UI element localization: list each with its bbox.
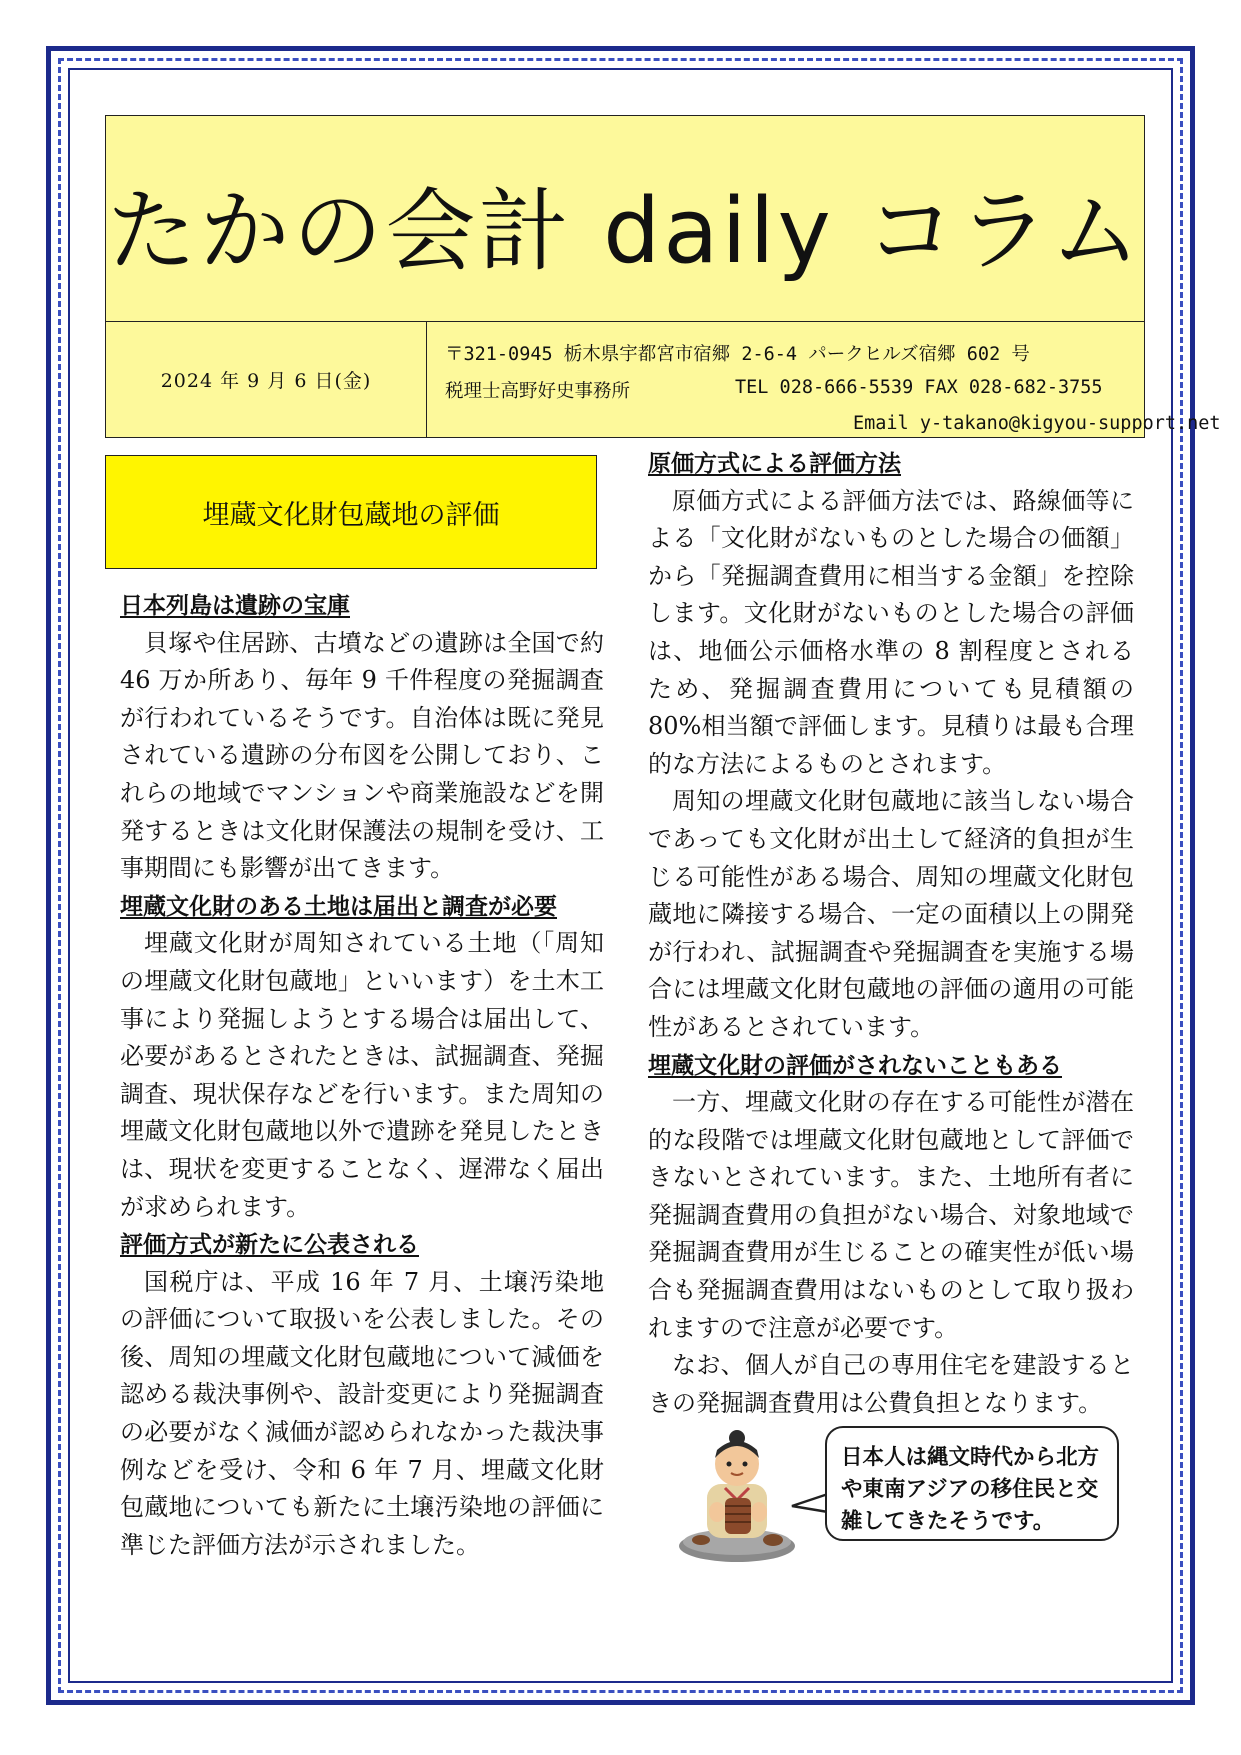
masthead — [105, 115, 1221, 438]
office-phone-fax: TEL 028-666-5539 FAX 028-682-3755 — [735, 377, 1103, 398]
section-heading: 日本列島は遺跡の宝庫 — [120, 592, 350, 619]
left-column — [120, 587, 604, 1564]
section-paragraph: 国税庁は、平成 16 年 7 月、土壌汚染地の評価について取扱いを公表しました。その後、周知の埋蔵文化財包蔵地について減価を認める裁決事例や、設計変更により発掘調査の必要がなく減価が認められなかった裁決事例などを受け、令和 6 年 7 月、埋蔵文化財包蔵地についても新たに土壌汚染地の評価に準じた評価方法が示されました。 — [120, 1267, 604, 1559]
section-heading: 埋蔵文化財のある土地は届出と調査が必要 — [120, 892, 557, 920]
newsletter-title: たかの会計 daily コラム — [106, 116, 1144, 322]
section-paragraph: 貝塚や住居跡、古墳などの遺跡は全国で約 46 万か所あり、毎年 9 千件程度の発掘調査が行われているそうです。自治体は既に発見されている遺跡の分布図を公開しており、これらの地域でマンションや商業施設などを開発するときは文化財保護法の規制を受け、工事期間にも影響が出てきます。 — [120, 628, 604, 883]
article-title: 埋蔵文化財包蔵地の評価 — [105, 455, 597, 569]
office-email: Email y-takano@kigyou-support.net — [853, 413, 1221, 434]
right-column — [648, 445, 1134, 1422]
section-paragraph: 原価方式による評価方法では、路線価等による「文化財がないものとした場合の価額」から「発掘調査費用に相当する金額」を控除します。文化財がないものとした場合の評価は、地価公示価格水準の 8 割程度とされるため、発掘調査費用についても見積額の 80%相当額で評価します。見積りは最も合理的な方法によるものとされます。 — [648, 486, 1134, 778]
section-paragraph: なお、個人が自己の専用住宅を建設するときの発掘調査費用は公費負担となります。 — [648, 1351, 1134, 1417]
jomon-potter-illustration — [677, 1428, 797, 1564]
section-heading: 評価方式が新たに公表される — [120, 1231, 419, 1259]
office-address: 〒321-0945 栃木県宇都宮市宿郷 2-6-4 パークヒルズ宿郷 602 号 — [445, 344, 1030, 365]
section-paragraph: 一方、埋蔵文化財の存在する可能性が潜在的な段階では埋蔵文化財包蔵地として評価できないとされています。また、土地所有者に発掘調査費用の負担がない場合、対象地域で発掘調査費用が生じることの確実性が低い場合も発掘調査費用はないものとして取り扱われますので注意が必要です。 — [648, 1088, 1134, 1342]
section-heading: 埋蔵文化財の評価がされないこともある — [648, 1051, 1062, 1079]
section-paragraph: 周知の埋蔵文化財包蔵地に該当しない場合であっても文化財が出土して経済的負担が生じる可能性がある場合、周知の埋蔵文化財包蔵地に隣接する場合、一定の面積以上の開発が行われ、試掘調査や発掘調査を実施する場合には埋蔵文化財包蔵地の評価の適用の可能性があるとされています。 — [648, 787, 1134, 1041]
section-heading: 原価方式による評価方法 — [648, 450, 901, 477]
issue-date: 2024 年 9 月 6 日(金) — [106, 322, 427, 437]
speech-bubble-tail — [790, 1492, 830, 1514]
office-name: 税理士高野好史事務所 — [445, 381, 631, 402]
section-paragraph: 埋蔵文化財が周知されている土地（「周知の埋蔵文化財包蔵地」といいます）を土木工事により発掘しようとする場合は届出して、必要があるとされたときは、試掘調査、発掘調査、現状保存などを行います。また周知の埋蔵文化財包蔵地以外で遺跡を発見したときは、現状を変更することなく、遅滞なく届出が求められます。 — [120, 929, 604, 1221]
office-contact-info — [437, 326, 1221, 436]
speech-bubble: 日本人は縄文時代から北方や東南アジアの移住民と交雑してきたそうです。 — [825, 1426, 1119, 1541]
